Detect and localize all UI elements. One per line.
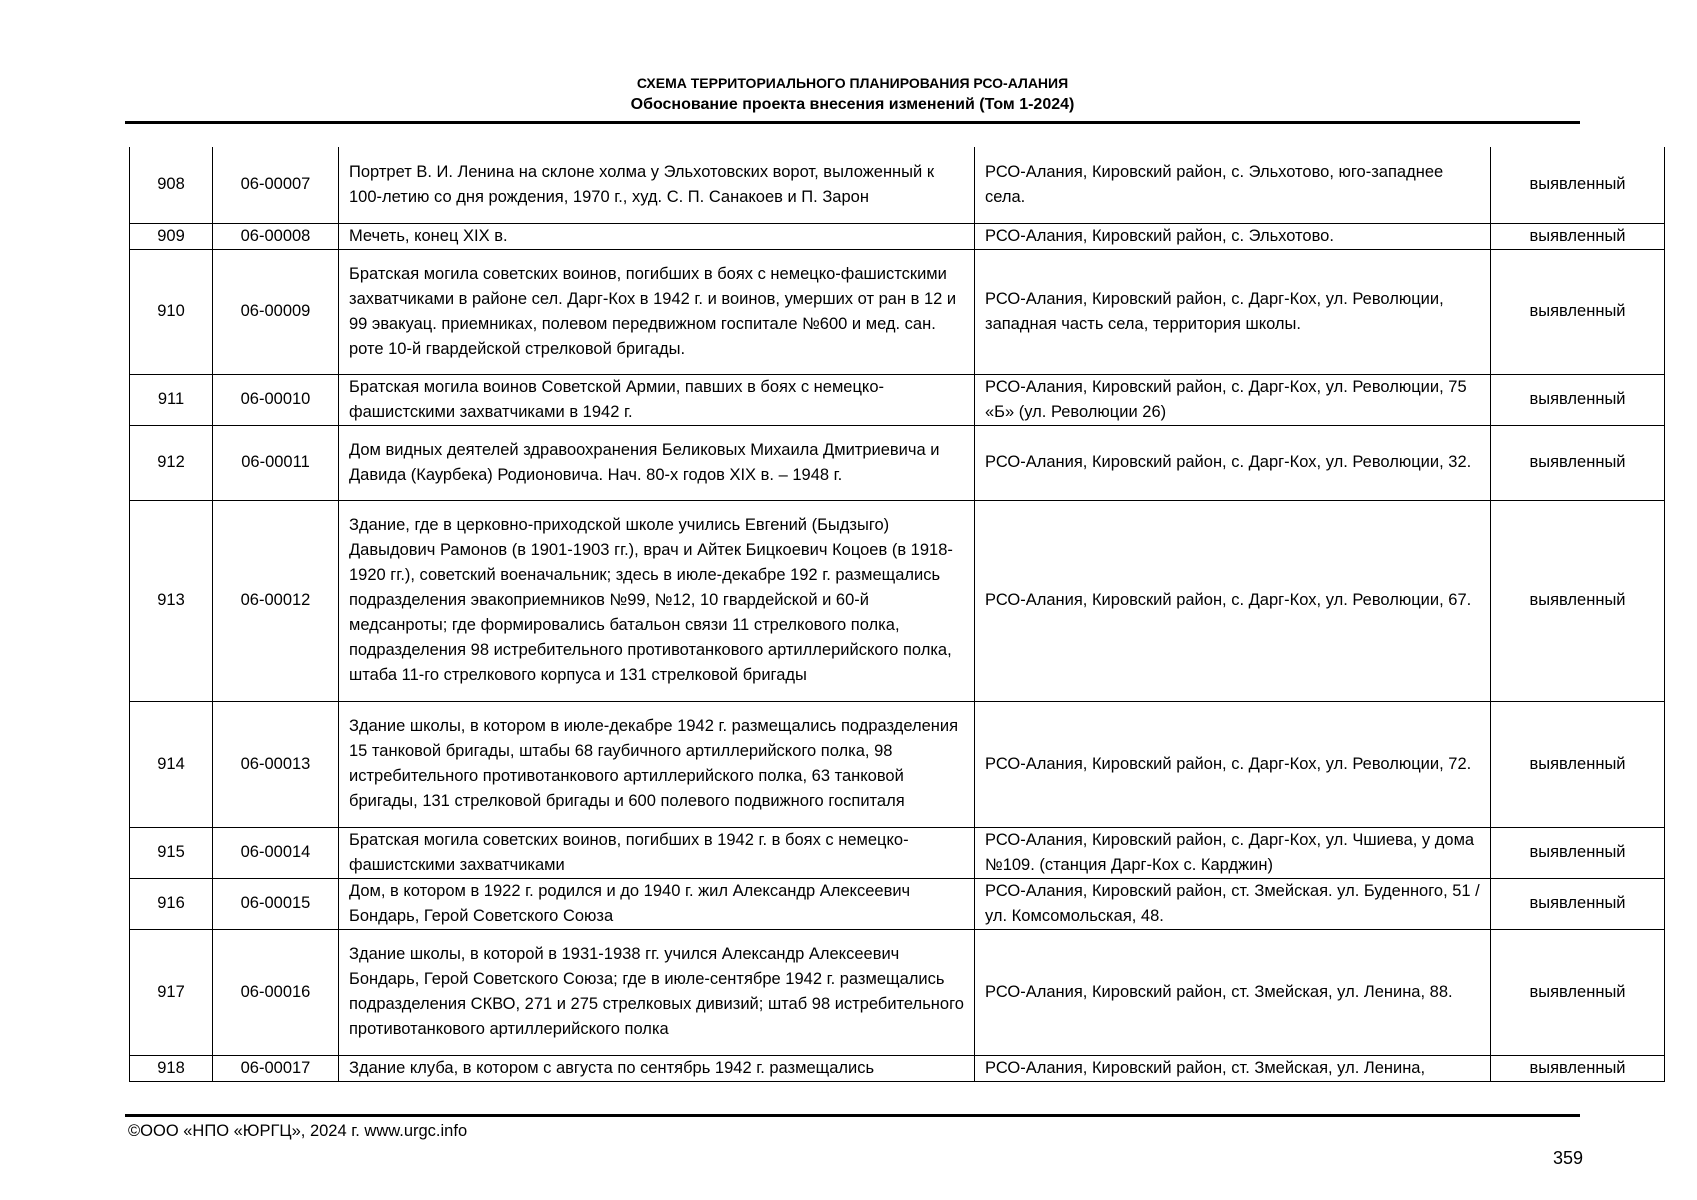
object-address: РСО-Алания, Кировский район, с. Дарг-Кох, ул. Чшиева, у дома №109. (станция Дарг-Кох с. Карджин) — [975, 827, 1491, 878]
object-address: РСО-Алания, Кировский район, ст. Змейская, ул. Ленина, — [975, 1055, 1491, 1081]
object-code: 06-00014 — [213, 827, 339, 878]
table-row — [130, 827, 1665, 878]
object-name: Здание школы, в котором в июле-декабре 1942 г. размещались подразделения 15 танковой бригады, штабы 68 гаубичного артиллерийского полка, 98 истребительного противотанкового артиллерийского полка, 63 танковой бригады, 131 стрелковой бригады и 600 полевого подвижного госпиталя — [339, 701, 975, 827]
object-name: Здание школы, в которой в 1931-1938 гг. учился Александр Алексеевич Бондарь, Герой Советского Союза; где в июле-сентябре 1942 г. размещались подразделения СКВО, 271 и 275 стрелковых дивизий; штаб 98 истребительного противотанкового артиллерийского полка — [339, 929, 975, 1055]
table-row — [130, 500, 1665, 701]
footer-rule — [125, 1114, 1580, 1117]
object-status: выявленный — [1491, 1055, 1665, 1081]
object-address: РСО-Алания, Кировский район, ст. Змейская. ул. Буденного, 51 / ул. Комсомольская, 48. — [975, 878, 1491, 929]
object-status: выявленный — [1491, 223, 1665, 249]
object-status: выявленный — [1491, 425, 1665, 500]
object-name: Братская могила советских воинов, погибших в боях с немецко-фашистскими захватчиками в районе сел. Дарг-Кох в 1942 г. и воинов, умерших от ран в 12 и 99 эвакуац. приемниках, полевом передвижном госпитале №600 и мед. сан. роте 10-й гвардейской стрелковой бригады. — [339, 249, 975, 374]
row-number: 918 — [130, 1055, 213, 1081]
table-row — [130, 425, 1665, 500]
table-row — [130, 929, 1665, 1055]
table-row — [130, 1055, 1665, 1081]
object-status: выявленный — [1491, 701, 1665, 827]
object-status: выявленный — [1491, 147, 1665, 223]
table-row — [130, 249, 1665, 374]
header-rule — [125, 121, 1580, 124]
object-code: 06-00007 — [213, 147, 339, 223]
row-number: 908 — [130, 147, 213, 223]
table-row — [130, 223, 1665, 249]
object-name: Здание клуба, в котором с августа по сентябрь 1942 г. размещались — [339, 1055, 975, 1081]
table-row — [130, 147, 1665, 223]
object-status: выявленный — [1491, 827, 1665, 878]
row-number: 911 — [130, 374, 213, 425]
object-status: выявленный — [1491, 878, 1665, 929]
object-code: 06-00010 — [213, 374, 339, 425]
row-number: 912 — [130, 425, 213, 500]
object-address: РСО-Алания, Кировский район, с. Дарг-Кох, ул. Революции, западная часть села, территория школы. — [975, 249, 1491, 374]
row-number: 917 — [130, 929, 213, 1055]
table-row — [130, 701, 1665, 827]
object-address: РСО-Алания, Кировский район, с. Дарг-Кох, ул. Революции, 75 «Б» (ул. Революции 26) — [975, 374, 1491, 425]
row-number: 914 — [130, 701, 213, 827]
object-name: Дом видных деятелей здравоохранения Беликовых Михаила Дмитриевича и Давида (Каурбека) Родионовича. Нач. 80-х годов XIX в. – 1948 г. — [339, 425, 975, 500]
page-number: 359 — [1552, 1148, 1583, 1168]
document-header — [125, 72, 1580, 116]
object-code: 06-00016 — [213, 929, 339, 1055]
object-code: 06-00015 — [213, 878, 339, 929]
row-number: 909 — [130, 223, 213, 249]
row-number: 913 — [130, 500, 213, 701]
object-status: выявленный — [1491, 500, 1665, 701]
object-code: 06-00011 — [213, 425, 339, 500]
table-row — [130, 878, 1665, 929]
object-address: РСО-Алания, Кировский район, ст. Змейская, ул. Ленина, 88. — [975, 929, 1491, 1055]
object-status: выявленный — [1491, 249, 1665, 374]
row-number: 915 — [130, 827, 213, 878]
object-name: Дом, в котором в 1922 г. родился и до 1940 г. жил Александр Алексеевич Бондарь, Герой Советского Союза — [339, 878, 975, 929]
object-address: РСО-Алания, Кировский район, с. Эльхотово, юго-западнее села. — [975, 147, 1491, 223]
object-address: РСО-Алания, Кировский район, с. Дарг-Кох, ул. Революции, 72. — [975, 701, 1491, 827]
object-name: Здание, где в церковно-приходской школе учились Евгений (Быдзыго) Давыдович Рамонов (в 1901-1903 гг.), врач и Айтек Бицкоевич Коцоев (в 1918-1920 гг.), советский военачальник; здесь в июле-декабре 192 г. размещались подразделения эвакоприемников №99, №12, 10 гвардейской и 60-й медсанроты; где формировались батальон связи 11 стрелкового полка, подразделения 98 истребительного противотанкового артиллерийского полка, штаба 11-го стрелкового корпуса и 131 стрелковой бригады — [339, 500, 975, 701]
object-address: РСО-Алания, Кировский район, с. Эльхотово. — [975, 223, 1491, 249]
object-code: 06-00013 — [213, 701, 339, 827]
footer-copyright: ©ООО «НПО «ЮРГЦ», 2024 г. www.urgc.info — [128, 1122, 468, 1140]
document-title: СХЕМА ТЕРРИТОРИАЛЬНОГО ПЛАНИРОВАНИЯ РСО-АЛАНИЯ — [636, 75, 1069, 91]
object-name: Портрет В. И. Ленина на склоне холма у Эльхотовских ворот, выложенный к 100-летию со дня рождения, 1970 г., худ. С. П. Санакоев и П. Зарон — [339, 147, 975, 223]
object-code: 06-00008 — [213, 223, 339, 249]
object-status: выявленный — [1491, 929, 1665, 1055]
object-code: 06-00009 — [213, 249, 339, 374]
table-row — [130, 374, 1665, 425]
row-number: 910 — [130, 249, 213, 374]
object-address: РСО-Алания, Кировский район, с. Дарг-Кох, ул. Революции, 67. — [975, 500, 1491, 701]
object-name: Мечеть, конец XIX в. — [339, 223, 975, 249]
object-address: РСО-Алания, Кировский район, с. Дарг-Кох, ул. Революции, 32. — [975, 425, 1491, 500]
object-status: выявленный — [1491, 374, 1665, 425]
heritage-register-table — [129, 147, 1665, 1082]
object-name: Братская могила советских воинов, погибших в 1942 г. в боях с немецко-фашистскими захватчиками — [339, 827, 975, 878]
object-name: Братская могила воинов Советской Армии, павших в боях с немецко-фашистскими захватчиками в 1942 г. — [339, 374, 975, 425]
object-code: 06-00017 — [213, 1055, 339, 1081]
document-subtitle: Обоснование проекта внесения изменений (Том 1-2024) — [630, 96, 1075, 113]
object-code: 06-00012 — [213, 500, 339, 701]
row-number: 916 — [130, 878, 213, 929]
